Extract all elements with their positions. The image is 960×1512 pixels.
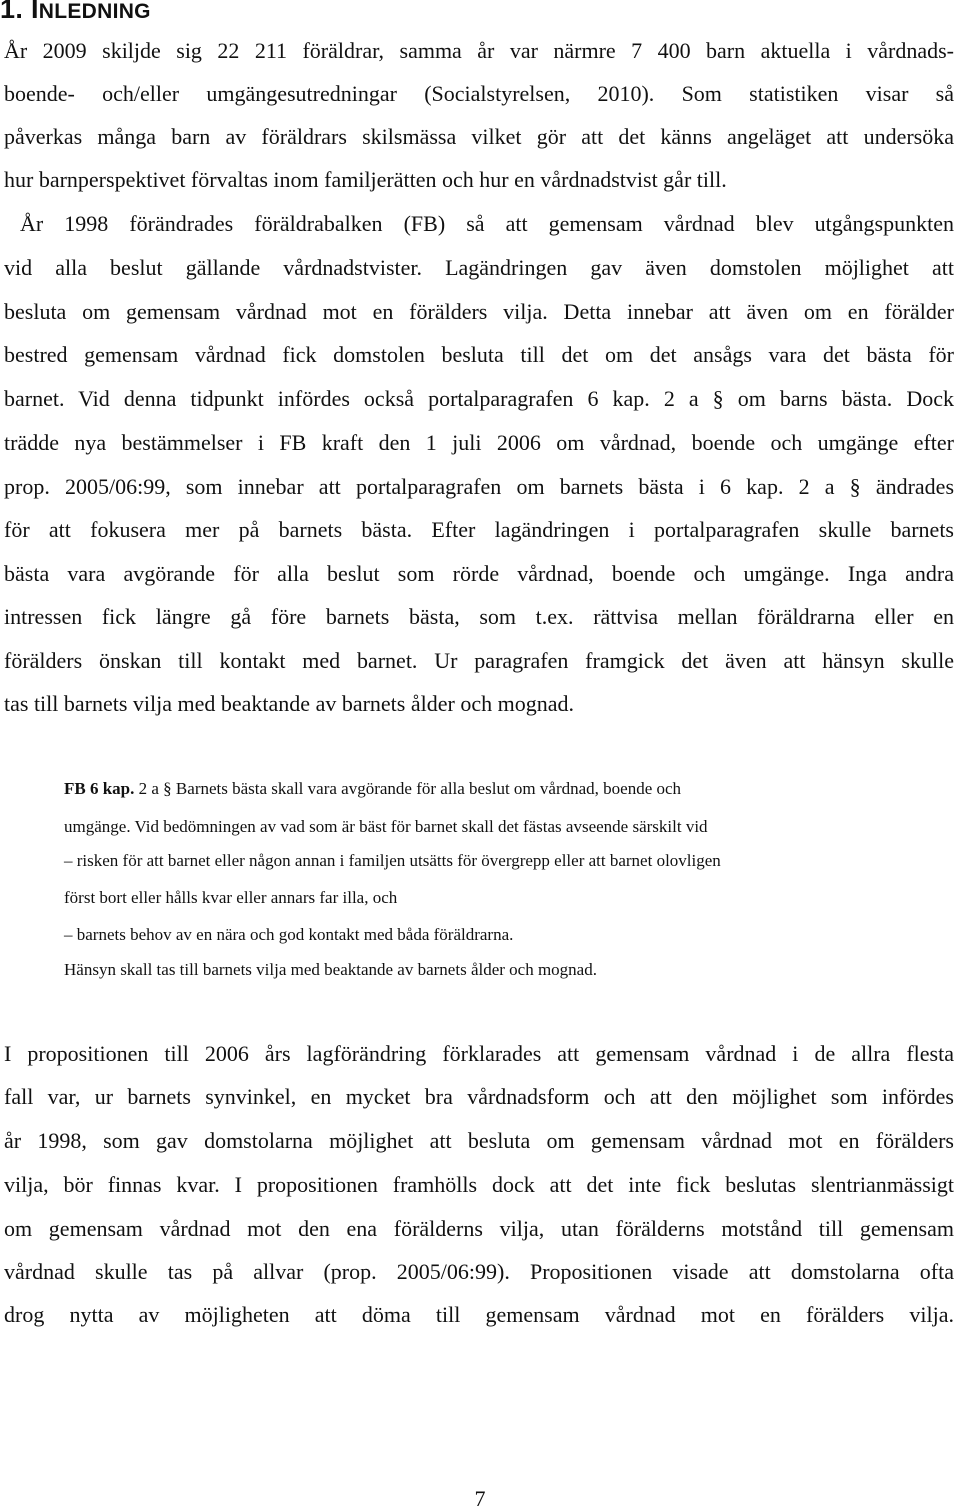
text-line: vilja, bör finnas kvar. I propositionen framhölls dock att det inte fick beslutas slentrianmässigt bbox=[4, 1172, 954, 1197]
text-line: prop. 2005/06:99, som innebar att portalparagrafen om barnets bästa i 6 kap. 2 a § ändrades bbox=[4, 474, 954, 499]
text-line: bästa vara avgörande för alla beslut som rörde vårdnad, boende och umgänge. Inga andra bbox=[4, 561, 954, 586]
text-line: trädde nya bestämmelser i FB kraft den 1 juli 2006 om vårdnad, boende och umgänge efter bbox=[4, 430, 954, 455]
section-number: 1. bbox=[0, 0, 24, 24]
text-line: tas till barnets vilja med beaktande av barnets ålder och mognad. bbox=[4, 691, 574, 716]
quote-line bbox=[64, 779, 681, 799]
quote-line: först bort eller hålls kvar eller annars far illa, och bbox=[64, 888, 398, 907]
text-line: År 1998 förändrades föräldrabalken (FB) så att gemensam vårdnad blev utgångspunkten bbox=[20, 211, 954, 236]
text-line: intressen fick längre gå före barnets bästa, som t.ex. rättvisa mellan föräldrarna eller en bbox=[4, 604, 954, 629]
text-line: år 1998, som gav domstolarna möjlighet att besluta om gemensam vårdnad mot en förälders bbox=[4, 1128, 954, 1153]
text-line: boende- och/eller umgängesutredningar (Socialstyrelsen, 2010). Som statistiken visar så bbox=[4, 81, 954, 106]
page-number: 7 bbox=[474, 1486, 486, 1511]
text-line: påverkas många barn av föräldrars skilsmässa vilket gör att det känns angeläget att undersöka bbox=[4, 124, 954, 149]
text-line: vårdnad skulle tas på allvar (prop. 2005/06:99). Propositionen visade att domstolarna ofta bbox=[4, 1259, 954, 1284]
quote-line: – risken för att barnet eller någon annan i familjen utsätts för övergrepp eller att barnet olovligen bbox=[64, 851, 721, 870]
text-line: besluta om gemensam vårdnad mot en förälders vilja. Detta innebar att även om en förälder bbox=[4, 299, 954, 324]
text-line: barnet. Vid denna tidpunkt infördes också portalparagrafen 6 kap. 2 a § om barns bästa. Dock bbox=[4, 386, 954, 411]
quote-line-text: 2 a § Barnets bästa skall vara avgörande för alla beslut om vårdnad, boende och bbox=[134, 779, 682, 798]
text-line: för att fokusera mer på barnets bästa. Efter lagändringen i portalparagrafen skulle barnets bbox=[4, 517, 954, 542]
quote-line: umgänge. Vid bedömningen av vad som är bäst för barnet skall det fästas avseende särskilt vid bbox=[64, 817, 708, 836]
text-line: fall var, ur barnets synvinkel, en mycket bra vårdnadsform och att den möjlighet som infördes bbox=[4, 1084, 954, 1109]
quote-line: – barnets behov av en nära och god kontakt med båda föräldrarna. bbox=[64, 925, 514, 944]
section-title-initial: I bbox=[30, 0, 39, 24]
text-line: I propositionen till 2006 års lagförändring förklarades att gemensam vårdnad i de allra flesta bbox=[4, 1041, 954, 1066]
text-line: hur barnperspektivet förvaltas inom familjerätten och hur en vårdnadstvist går till. bbox=[4, 167, 727, 192]
text-line: om gemensam vårdnad mot den ena förälderns vilja, utan förälderns motstånd till gemensam bbox=[4, 1216, 954, 1241]
text-line: förälders önskan till kontakt med barnet. Ur paragrafen framgick det även att hänsyn skulle bbox=[4, 648, 954, 673]
quote-label: FB 6 kap. bbox=[64, 779, 135, 798]
text-line: År 2009 skiljde sig 22 211 föräldrar, samma år var närmre 7 400 barn aktuella i vårdnads- bbox=[4, 38, 954, 63]
quote-line: Hänsyn skall tas till barnets vilja med beaktande av barnets ålder och mognad. bbox=[64, 960, 597, 979]
section-title-rest: NLEDNING bbox=[38, 0, 151, 23]
text-line: drog nytta av möjligheten att döma till gemensam vårdnad mot en förälders vilja. bbox=[4, 1302, 954, 1327]
text-line: bestred gemensam vårdnad fick domstolen besluta till det om det ansågs vara det bästa för bbox=[4, 342, 954, 367]
text-line: vid alla beslut gällande vårdnadstvister. Lagändringen gav även domstolen möjlighet att bbox=[4, 255, 954, 280]
section-heading bbox=[0, 0, 151, 25]
